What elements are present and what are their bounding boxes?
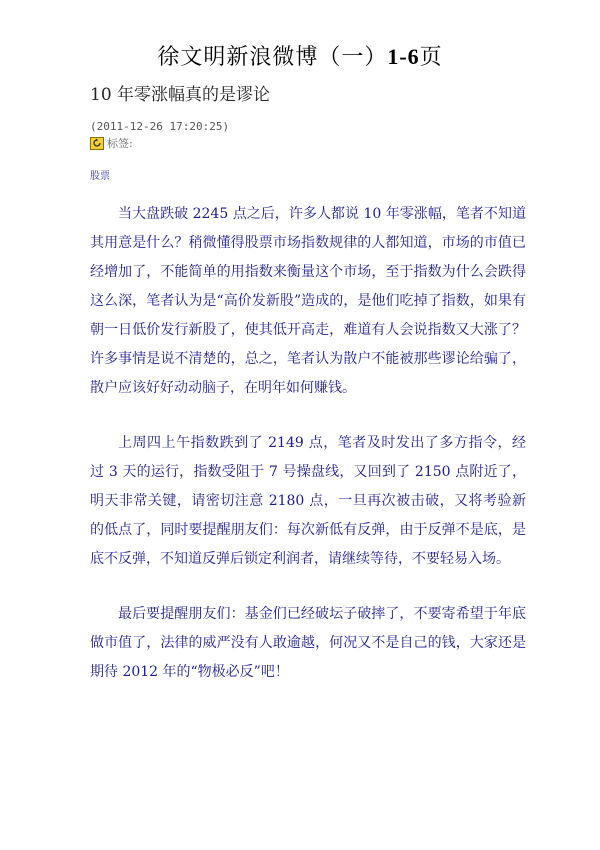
- paragraph-1: 当大盘跌破 2245 点之后，许多人都说 10 年零涨幅，笔者不知道其用意是什么？稍微懂得股票市场指数规律的人都知道，市场的市值已经增加了，不能简单的用指数来衡量这个市场，至于指数为什么会跌得这么深，笔者认为是“高价发新股”造成的，是他们吃掉了指数，如果有朝一日低价发行新股了，使其低开高走，难道有人会说指数又大涨了？许多事情是说不清楚的，总之，笔者认为散户不能被那些谬论给骗了，散户应该好好动动脑子，在明年如何赚钱。: [90, 206, 526, 396]
- document-title-suffix: 页: [419, 45, 443, 70]
- post-body: [90, 200, 526, 713]
- post-date: (2011-12-26 17:20:25): [90, 120, 230, 133]
- tag-refresh-icon[interactable]: [90, 137, 104, 150]
- post-title: 10 年零涨幅真的是谬论: [90, 85, 271, 105]
- document-title: [0, 40, 600, 71]
- document-title-text: 徐文明新浪微博（一）: [157, 45, 388, 70]
- tag-label: 标签:: [107, 137, 133, 150]
- document-title-pages: 1-6: [387, 44, 420, 69]
- category-link[interactable]: 股票: [90, 171, 110, 182]
- tag-row: [90, 135, 133, 151]
- paragraph-2: 上周四上午指数跌到了 2149 点，笔者及时发出了多方指令，经过 3 天的运行，指数受阻于 7 号操盘线，又回到了 2150 点附近了，明天非常关键，请密切注意 2180 点，一旦再次被击破，又将考验新的低点了，同时要提醒朋友们：每次新低有反弹，由于反弹不是底，是底不反弹，不知道反弹后锁定利润者，请继续等待，不要轻易入场。: [90, 435, 526, 567]
- paragraph-3: 最后要提醒朋友们：基金们已经破坛子破摔了，不要寄希望于年底做市值了，法律的威严没有人敢逾越，何况又不是自己的钱，大家还是期待 2012 年的“物极必反”吧！: [90, 606, 526, 680]
